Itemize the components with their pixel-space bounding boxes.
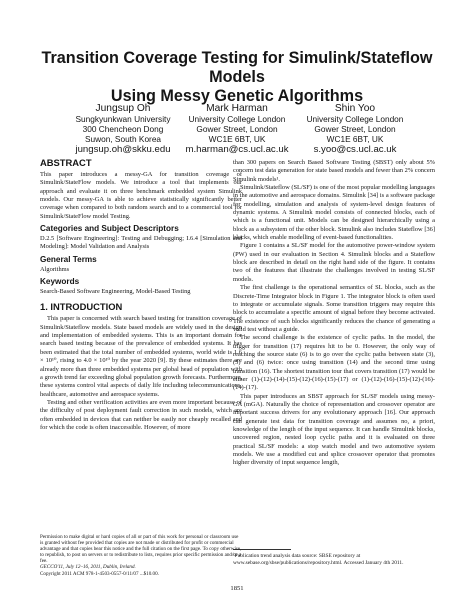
title-line-2: Using Messy Genetic Algorithms	[110, 87, 364, 105]
author-address: 300 Chencheon Dong	[82, 123, 164, 134]
body-paragraph: The first challenge is the operational semantics of SL blocks, such as the Discrete-Time Integrator block in Figure 1. The integrator block is often used to integrate or accumulate signals. Some transition triggers may require this block to accumulate a specific amount of signal before they become activated. The existence of such blocks significantly reduces the chance of generating a valid test without a guide.	[233, 284, 435, 333]
body-paragraph: Simulink/Stateflow (SL/SF) is one of the most popular modelling languages in the automotive and aerospace domains. Simulink [34] is a software package for modelling, simulation and analysis of system-level design features of dynamic systems. A Simulink model consists of connected blocks, each of which is a functional unit. Models can be designed hierarchically using a block as a subsystem of the other block. Simulink also includes Stateflow [36] blocks, which enable modelling of event-based functionalities.	[233, 184, 435, 242]
body-paragraph: than 300 papers on Search Based Software Testing (SBST) only about 5% concern test data generation for state based models and fewer than 2% concern Simulink models¹.	[233, 159, 435, 183]
author-address: WC1E 6BT, UK	[208, 133, 266, 144]
general-terms-text: Algorithms	[40, 265, 70, 273]
paper-title	[20, 49, 454, 106]
author-block-2	[180, 103, 294, 155]
author-affiliation: Sungkyunkwan University	[75, 114, 171, 124]
title-line-1: Transition Coverage Testing for Simulink/Stateflow Models	[41, 49, 433, 86]
author-name: Jungsup Oh	[95, 103, 151, 114]
author-address: Gower Street, London	[314, 123, 396, 134]
introduction-heading: 1. INTRODUCTION	[40, 301, 123, 313]
author-email[interactable]: m.harman@cs.ucl.ac.uk	[185, 144, 289, 156]
author-block-3	[300, 103, 410, 155]
left-column	[40, 155, 242, 432]
keywords-heading: Keywords	[40, 277, 80, 287]
author-email[interactable]: s.yoo@cs.ucl.ac.uk	[313, 144, 397, 156]
author-address: Gower Street, London	[196, 123, 278, 134]
author-block-1	[68, 103, 178, 155]
author-address: WC1E 6BT, UK	[326, 133, 384, 144]
footnote-rule	[233, 549, 291, 550]
introduction-paragraph: Testing and other verification activities are even more important because of the difficulty of post deployment fault correction in such models, which are often embedded in devices that can neither be easily nor cheaply recalled and for which the code is often inaccessible. However, of more	[40, 398, 242, 431]
permission-notice	[40, 534, 242, 577]
abstract-text: This paper introduces a messy-GA for transition coverage of Simulink/StateFlow models. We introduce a tool that implements our approach and evaluate it on three benchmark embedded system Simulink models. Our messy-GA is able to achieve statistically significantly better coverage when compared to both random search and to a commercial tool for Simulink/StateFlow model Testing.	[40, 171, 242, 220]
permission-text: Permission to make digital or hard copies of all or part of this work for personal or classroom use is granted without fee provided that copies are not made or distributed for profit or commercial advantage and that copies bear this notice and the full citation on the first page. To copy otherwise, to republish, to post on servers or to redistribute to lists, requires prior specific permission and/or a fee.	[40, 534, 242, 565]
footnote-text: ¹Publication trend analysis data source: SBSE repository at www.sebase.org/sbse/publications/repository.html. Accessed January 4th 2011.	[233, 553, 404, 566]
right-column	[233, 159, 435, 468]
author-affiliation: University College London	[188, 114, 286, 124]
footnote	[233, 549, 435, 566]
copyright-text: Copyright 2011 ACM 978-1-4503-0557-0/11/07 ...$10.00.	[40, 570, 159, 577]
author-name: Mark Harman	[206, 103, 268, 114]
keywords-text: Search-Based Software Engineering, Model-Based Testing	[40, 288, 191, 296]
author-name: Shin Yoo	[334, 103, 376, 114]
introduction-paragraph: This paper is concerned with search based testing for transition coverage of Simulink/Stateflow models. State based models are widely used in the design and implementation of embedded systems. This is an important domain for search based testing because of the prevalence of embedded systems. It has been estimated that the total number of embedded systems, world wide is 1.6 × 10¹⁰, rising to 4.0 × 10¹⁰ by the year 2020 [9]. By these estimates there are already more than three embedded systems per global head of population with a growth trend far exceeding global population growth forecasts. Furthermore, these systems control vital aspects of daily life including telecommunications, healthcare, automotive and aerospace systems.	[40, 315, 242, 398]
body-paragraph: This paper introduces an SBST approach for SL/SF models using messy-GA (mGA). Naturally the choice of representation and crossover operator are important success drivers for any evolutionary approach [16]. Our approach can generate test data for transition coverage and assumes no, a priori, knowledge of the length of the input sequence. It can handle Simulink blocks, uncovered region, nested loop cyclic paths and it is evaluated on three practical SL/SF models: a stop watch model and two automotive system models. We use a modified cut and splice crossover operator that promotes higher diversity of input sequence length,	[233, 392, 435, 467]
general-terms-heading: General Terms	[40, 254, 97, 264]
body-paragraph: The second challenge is the existence of cyclic paths. In the model, the trigger for transition (17) requires hit to be 0. However, the only way of reaching the source state (6) is to go over the cyclic paths between state (3), (5) and (6) twice: once using transition (14) and the second time using transition (16). The shortest transition tour that covers transition (17) would be either (1)-(12)-(14)-(15)-(12)-(16)-(15)-(17) or (1)-(12)-(16)-(15)-(12)-(16)-(14)-(17).	[233, 334, 435, 392]
abstract-heading: ABSTRACT	[40, 157, 92, 168]
categories-text: D.2.5 [Software Engineering]: Testing and Debugging; I.6.4 [Simulation and Modeling]: Model Validation and Analysis	[40, 235, 242, 251]
author-affiliation: University College London	[306, 114, 404, 124]
author-address: Suwon, South Korea	[84, 133, 162, 144]
categories-heading: Categories and Subject Descriptors	[40, 224, 179, 234]
page-number: 1851	[230, 585, 244, 592]
author-email[interactable]: jungsup.oh@skku.edu	[75, 144, 171, 156]
conference-text: GECCO'11, July 12–16, 2011, Dublin, Ireland.	[40, 564, 136, 571]
body-paragraph: Figure 1 contains a SL/SF model for the automotive power-window system (PW) used in our evaluation in Section 4. Simulink blocks and a Stateflow block are described in detail on the right hand side of the figure. It contains two of the features that illustrate the challenges involved in testing SL/SF models.	[233, 242, 435, 283]
